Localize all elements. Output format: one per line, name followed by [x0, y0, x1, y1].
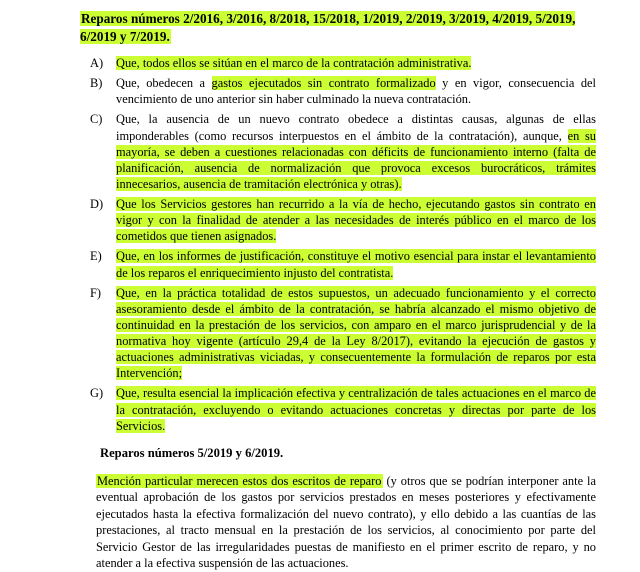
list-item-text — [116, 248, 622, 280]
section-subheading: Reparos números 5/2019 y 6/2019. — [100, 445, 284, 460]
list-item-text — [116, 285, 622, 382]
list-item-text-post: y en vigor, consecuencia del vencimiento de uno anterior sin haber culminado la nueva contratación. — [116, 76, 596, 107]
list-item-marker: F) — [90, 285, 102, 300]
list-item-marker: C) — [90, 112, 103, 127]
list-item-text-highlighted: Que los Servicios gestores han recurrido a la vía de hecho, ejecutando gastos sin contrato en vigor y con la finalidad de atender a las necesidades de interés público en el marco de los cometidos que tienen asignados. — [116, 197, 596, 244]
list-item — [18, 55, 622, 71]
list-item-marker: D) — [90, 197, 104, 212]
list-item-text-pre: Que, obedecen a — [116, 76, 212, 91]
list-item-marker: E) — [90, 249, 102, 264]
list-item-text-highlighted: Que, resulta esencial la implicación efectiva y centralización de tales actuaciones en el marco de la contratación, excluyendo o evitando actuaciones concretas y directas por parte de los Servicios. — [116, 386, 596, 433]
page-title — [80, 10, 600, 45]
list-item — [18, 248, 622, 280]
list-item — [18, 285, 622, 382]
list-item-text — [116, 111, 622, 192]
list-item — [18, 196, 622, 244]
final-paragraph — [18, 473, 622, 572]
final-paragraph-rest: (y otros que se podrían interponer ante la eventual aprobación de los gastos por servicios prestados en meses posteriores y efectivamente ejecutados hasta la efectiva formalización del nuevo contrato), y ello debido a las cuantías de las prestaciones, al tracto mensual en la prestación de los servicios, al conocimiento por parte del Servicio Gestor de las irregularidades puestas de manifiesto en el primer escrito de reparo, y no atender a la efectiva suspensión de las actuaciones. — [96, 473, 596, 571]
list-item-marker: B) — [90, 76, 103, 91]
list-item — [18, 111, 622, 192]
list-item-marker: A) — [90, 56, 104, 71]
final-paragraph-lead-highlighted: Mención particular merecen estos dos escritos de reparo — [97, 473, 382, 488]
list-item — [18, 385, 622, 433]
list-item-text-highlighted: gastos ejecutados sin contrato formalizado — [211, 76, 436, 91]
list-item-text — [116, 196, 622, 244]
list-item-text-highlighted: Que, en la práctica totalidad de estos supuestos, un adecuado funcionamiento y el correcto asesoramiento desde el ámbito de la contratación, se habría alcanzado el mismo objetivo de continuidad en la prestación de los servicios, con amparo en el marco jurisprudencial y de la normativa hoy vigente (artículo 29,4 de la Ley 8/2017), evitando la ejecución de gastos y actuaciones administrativas viciadas, y consecuentemente la formulación de reparos por esta Intervención; — [116, 285, 596, 381]
list-item-text — [116, 55, 622, 71]
list-item-text-pre: Que, la ausencia de un nuevo contrato obedece a distintas causas, algunas de ellas imponderables (como recursos interpuestos en el ámbito de la contratación), aunque, — [116, 112, 596, 143]
list-item-marker: G) — [90, 386, 104, 401]
list-item-text — [116, 75, 622, 107]
list-item-text-highlighted: Que, en los informes de justificación, constituye el motivo esencial para instar el levantamiento de los reparos el enriquecimiento injusto del contratista. — [116, 249, 596, 280]
page-title-text: Reparos números 2/2016, 3/2016, 8/2018, 15/2018, 1/2019, 2/2019, 3/2019, 4/2019, 5/2019, 6/2019 y 7/2019. — [80, 11, 576, 44]
list-item-text-highlighted: Que, todos ellos se sitúan en el marco de la contratación administrativa. — [116, 56, 472, 71]
list-item — [18, 75, 622, 107]
reparos-list — [18, 55, 622, 434]
list-item-text-highlighted: en su mayoría, se deben a cuestiones relacionadas con déficits de funcionamiento interno (falta de planificación, ausencia de normalización que provoca excesos burocráticos, trámites innecesarios, ausencia de tramitación electrónica y otras). — [116, 128, 596, 191]
list-item-text — [116, 385, 622, 433]
